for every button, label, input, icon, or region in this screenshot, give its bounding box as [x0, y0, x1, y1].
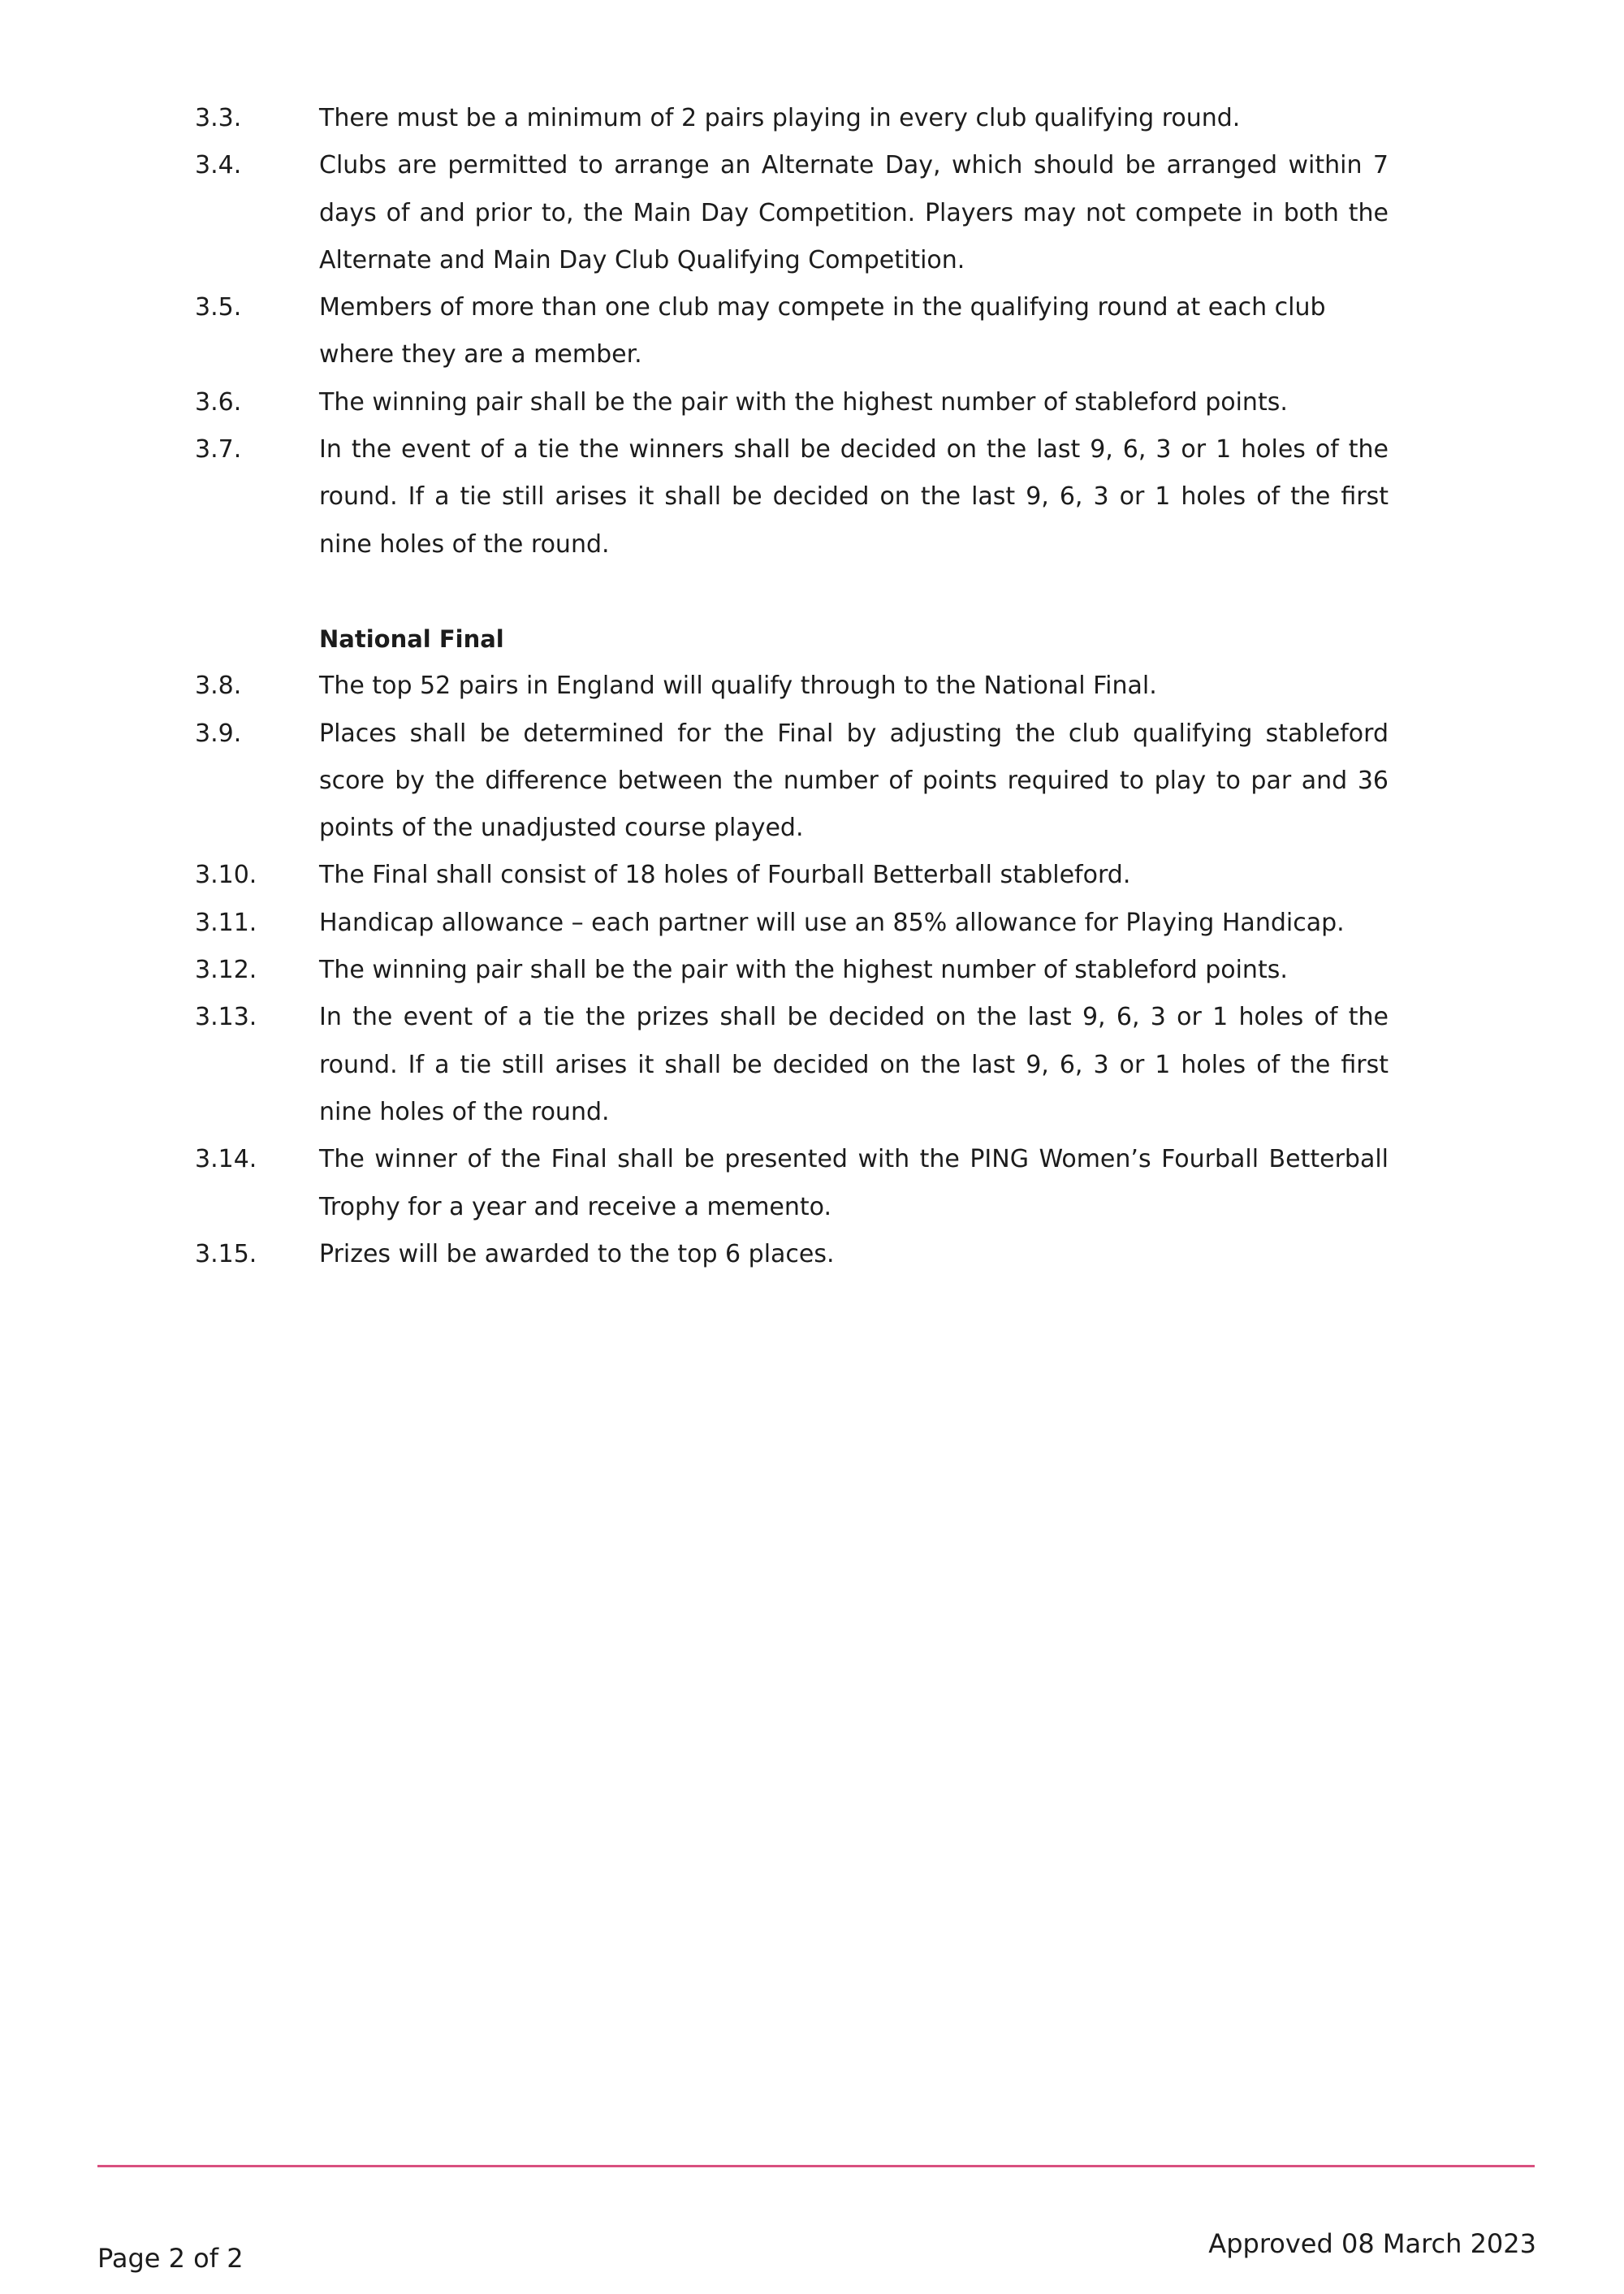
clause-text: The winning pair shall be the pair with the highest number of stableford points. [319, 956, 1288, 985]
clause-text: Members of more than one club may compete in the qualifying round at each club where they are a member. [319, 293, 1326, 369]
clause-number: 3.12. [195, 956, 257, 985]
document-body [195, 95, 1389, 1278]
clause-3-13 [195, 994, 1389, 1136]
clause-text: The Final shall consist of 18 holes of Fourball Betterball stableford. [319, 861, 1131, 890]
clause-text: Handicap allowance – each partner will use an 85% allowance for Playing Handicap. [319, 908, 1345, 937]
clause-3-9 [195, 711, 1389, 853]
footer-divider [97, 2165, 1535, 2167]
clause-3-3 [195, 95, 1389, 142]
clause-number: 3.4. [195, 151, 242, 180]
clause-3-5 [195, 284, 1389, 379]
clause-number: 3.5. [195, 293, 242, 322]
clause-text: In the event of a tie the winners shall be decided on the last 9, 6, 3 or 1 holes of the round. If a tie still arises it shall be decided on the last 9, 6, 3 or 1 holes of the first nine holes of the round. [319, 435, 1389, 559]
clause-text: The winner of the Final shall be presented with the PING Women’s Fourball Betterball Trophy for a year and receive a memento. [319, 1145, 1389, 1221]
clause-number: 3.6. [195, 387, 242, 417]
clause-number: 3.14. [195, 1145, 257, 1174]
clause-number: 3.9. [195, 719, 242, 748]
clause-text: Clubs are permitted to arrange an Alternate Day, which should be arranged within 7 days of and prior to, the Main Day Competition. Players may not compete in both the Alternate and Main Day Club Qualifying Competition. [319, 151, 1389, 274]
clause-text: There must be a minimum of 2 pairs playing in every club qualifying round. [319, 104, 1241, 132]
page-number: Page 2 of 2 [97, 2243, 244, 2274]
clause-3-4 [195, 142, 1389, 284]
clause-number: 3.11. [195, 908, 257, 937]
clause-3-7 [195, 426, 1389, 568]
clause-number: 3.3. [195, 104, 242, 132]
clause-text: The winning pair shall be the pair with the highest number of stableford points. [319, 387, 1288, 417]
clause-text: The top 52 pairs in England will qualify through to the National Final. [319, 672, 1157, 701]
clause-3-8 [195, 663, 1389, 710]
clause-3-15 [195, 1231, 1389, 1278]
section-heading-national-final: National Final [319, 624, 504, 653]
section-spacer [195, 568, 1389, 616]
clause-3-14 [195, 1136, 1389, 1231]
clause-text: Prizes will be awarded to the top 6 places. [319, 1239, 835, 1268]
clause-number: 3.10. [195, 861, 257, 890]
clause-3-10 [195, 852, 1389, 899]
clause-number: 3.15. [195, 1239, 257, 1268]
clause-number: 3.7. [195, 435, 242, 464]
clause-3-6 [195, 379, 1389, 426]
clause-3-12 [195, 947, 1389, 994]
clause-number: 3.8. [195, 672, 242, 701]
clause-text: Places shall be determined for the Final by adjusting the club qualifying stableford score by the difference between the number of points required to play to par and 36 points of the unadjusted course played. [319, 719, 1389, 843]
clause-3-11 [195, 900, 1389, 947]
approval-date: Approved 08 March 2023 [1208, 2228, 1536, 2259]
clause-text: In the event of a tie the prizes shall be decided on the last 9, 6, 3 or 1 holes of the round. If a tie still arises it shall be decided on the last 9, 6, 3 or 1 holes of the first nine holes of the round. [319, 1003, 1389, 1126]
clause-number: 3.13. [195, 1003, 257, 1032]
